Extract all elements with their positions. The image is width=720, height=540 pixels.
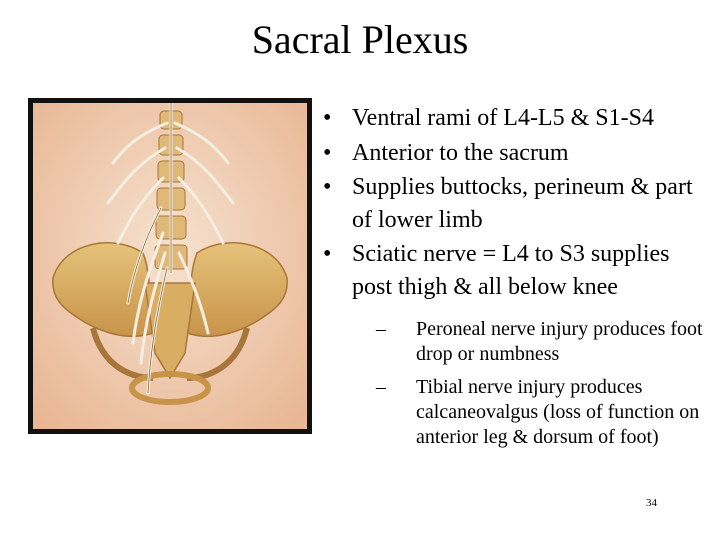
bullet-symbol: •: [323, 105, 332, 131]
bullet-item: [320, 102, 712, 135]
anatomy-drawing: [33, 103, 307, 429]
dash-symbol: –: [376, 318, 386, 340]
bullet-item: [320, 171, 712, 236]
sub-bullet-text: Peroneal nerve injury produces foot drop or numbness: [416, 318, 703, 365]
bullet-text: Ventral rami of L4-L5 & S1-S4: [352, 105, 654, 131]
bullet-text: Sciatic nerve = L4 to S3 supplies post thigh & all below knee: [352, 241, 670, 300]
bullet-text: Supplies buttocks, perineum & part of lower limb: [352, 174, 693, 233]
sub-bullet-text: Tibial nerve injury produces calcaneovalgus (loss of function on anterior leg & dorsum of foot): [416, 376, 700, 448]
bullet-symbol: •: [323, 241, 332, 267]
bullet-symbol: •: [323, 174, 332, 200]
slide-number: 34: [646, 497, 657, 509]
bullet-symbol: •: [323, 139, 332, 166]
bullet-item: [320, 137, 712, 170]
bullet-list: [320, 102, 712, 458]
sacral-plexus-illustration: [28, 98, 312, 434]
bullet-item: [320, 238, 712, 450]
sub-bullet-list: [352, 317, 712, 450]
sub-bullet-item: [352, 375, 720, 450]
sub-bullet-item: [352, 317, 720, 367]
slide-title: Sacral Plexus: [251, 17, 469, 62]
dash-symbol: –: [376, 376, 386, 398]
bullet-text: Anterior to the sacrum: [352, 139, 569, 166]
